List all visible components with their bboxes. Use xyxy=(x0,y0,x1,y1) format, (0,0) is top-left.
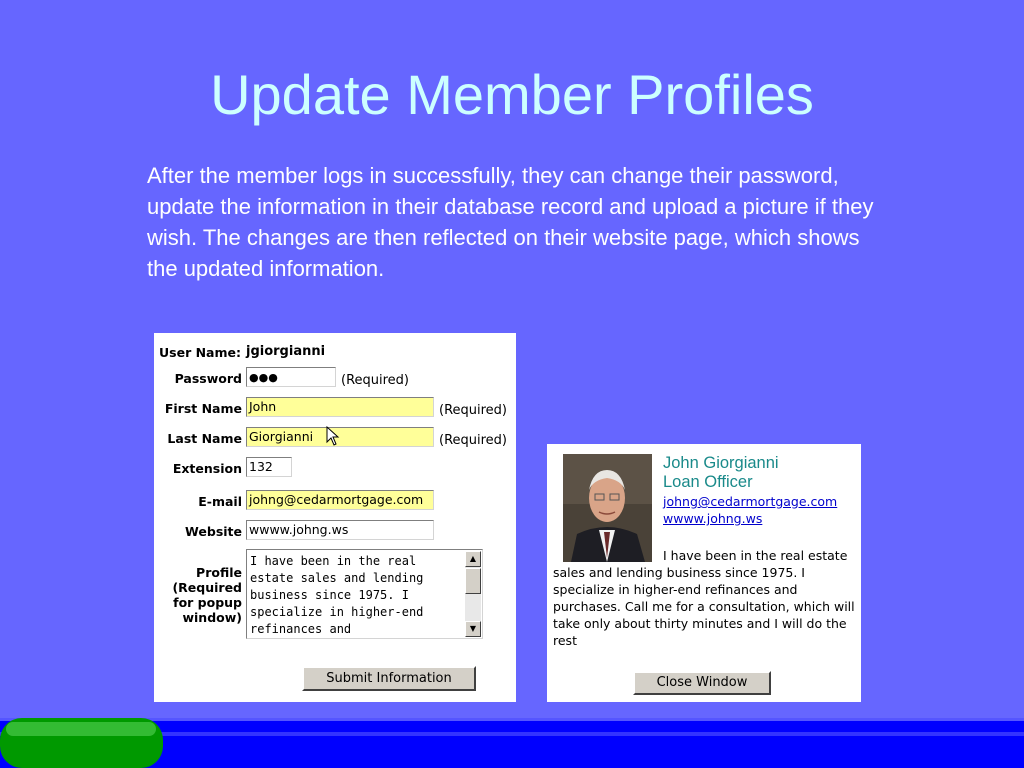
profile-bio: I have been in the real estate sales and lending business since 1975. I specialize in higher-end refinances and purchases. Call me for a consultation, which will take only about thirty minutes and I will do the rest xyxy=(553,548,855,648)
edit-profile-form xyxy=(154,333,516,702)
slide-body-text: After the member logs in successfully, they can change their password, update the information in their database record and upload a picture if they wish. The changes are then reflected on their website page, which shows the updated information. xyxy=(147,163,874,281)
last-name-required-note: (Required) xyxy=(439,433,508,448)
extension-label: Extension xyxy=(172,461,242,476)
password-required-note: (Required) xyxy=(341,373,410,388)
first-name-label: First Name xyxy=(164,401,242,416)
email-label: E-mail xyxy=(198,494,242,509)
username-label: User Name: xyxy=(159,345,241,360)
password-field[interactable]: ●●● xyxy=(246,367,336,387)
website-label: Website xyxy=(185,524,242,539)
profile-job-title: Loan Officer xyxy=(663,473,753,491)
profile-label: Profile (Required for popup window) xyxy=(172,565,242,625)
profile-website-link[interactable]: wwww.johng.ws xyxy=(663,511,763,526)
first-name-field[interactable]: John xyxy=(246,397,434,417)
password-label: Password xyxy=(174,371,242,386)
scroll-up-icon[interactable]: ▲ xyxy=(465,551,481,567)
username-value: jgiorgianni xyxy=(246,344,326,359)
first-name-required-note: (Required) xyxy=(439,403,508,418)
profile-photo xyxy=(563,454,652,562)
profile-name: John Giorgianni xyxy=(663,454,779,472)
profile-popup-window xyxy=(547,444,861,702)
slide-title: Update Member Profiles xyxy=(210,63,814,126)
footer-decoration xyxy=(0,712,1024,768)
mouse-pointer-icon xyxy=(326,426,342,448)
profile-scrollbar[interactable] xyxy=(465,551,481,637)
extension-field[interactable]: 132 xyxy=(246,457,292,477)
scroll-down-icon[interactable]: ▼ xyxy=(465,621,481,637)
profile-textarea[interactable] xyxy=(246,549,483,639)
scroll-thumb[interactable] xyxy=(465,568,481,594)
last-name-field[interactable]: Giorgianni xyxy=(246,427,434,447)
profile-text: I have been in the real estate sales and lending business since 1975. I specialize in higher-end refinances and xyxy=(250,554,424,636)
profile-email-link[interactable]: johng@cedarmortgage.com xyxy=(663,494,838,509)
website-field[interactable]: wwww.johng.ws xyxy=(246,520,434,540)
email-field[interactable]: johng@cedarmortgage.com xyxy=(246,490,434,510)
last-name-label: Last Name xyxy=(167,431,242,446)
submit-information-button[interactable]: Submit Information xyxy=(302,666,476,691)
close-window-button[interactable]: Close Window xyxy=(633,671,771,695)
